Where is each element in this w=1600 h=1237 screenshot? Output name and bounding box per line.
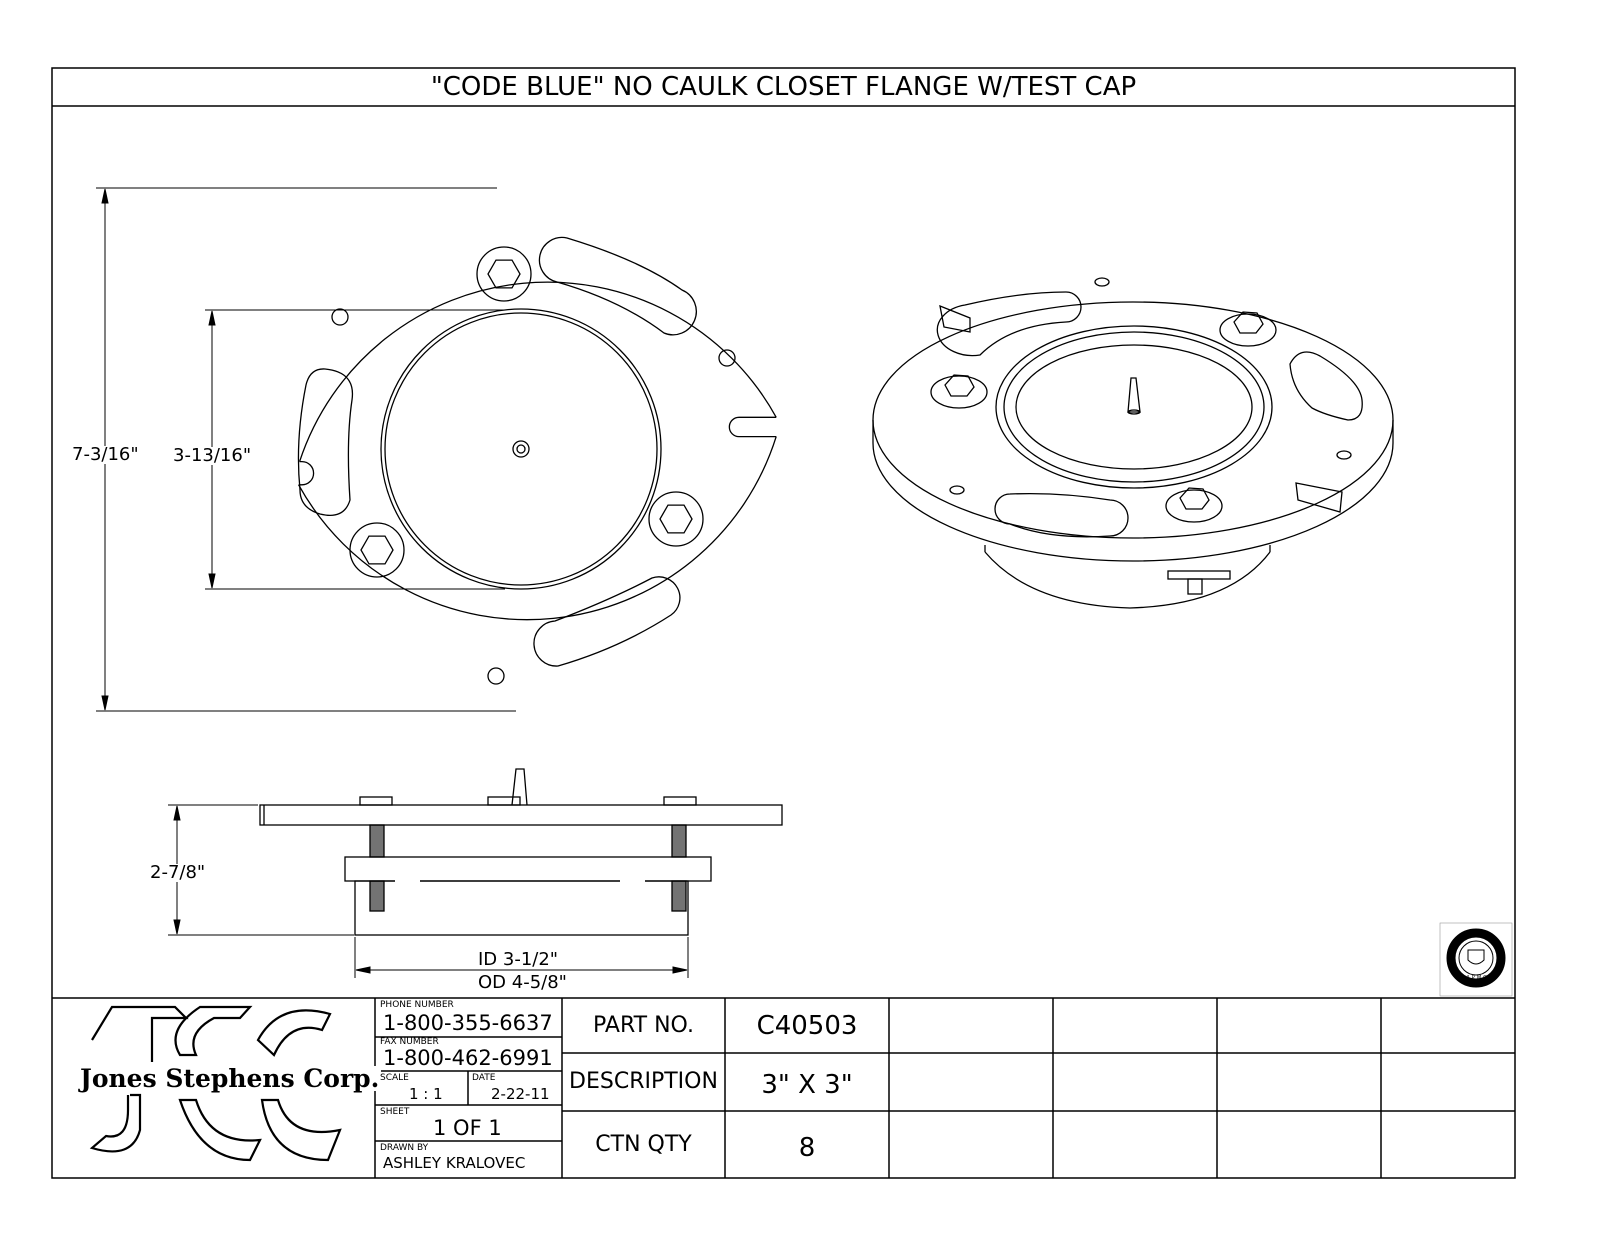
description-label: DESCRIPTION	[569, 1069, 718, 1094]
od-dimension-label: OD 4-5/8"	[478, 972, 567, 993]
company-name: Jones Stephens Corp.	[80, 1064, 380, 1093]
top-view	[298, 237, 776, 684]
fax-label: FAX NUMBER	[380, 1037, 439, 1047]
date-label: DATE	[472, 1073, 496, 1083]
part-no-label: PART NO.	[593, 1012, 694, 1038]
drawing-title: "CODE BLUE" NO CAULK CLOSET FLANGE W/TEST CAP	[430, 72, 1137, 102]
sheet-value: 1 OF 1	[433, 1116, 502, 1140]
side-height-label: 2-7/8"	[150, 862, 206, 883]
ctn-qty-label: CTN QTY	[595, 1131, 692, 1157]
sheet-label: SHEET	[380, 1107, 410, 1117]
description-value: 3" X 3"	[761, 1070, 853, 1100]
inner-diameter-label: 3-13/16"	[173, 445, 252, 466]
fax-number: 1-800-462-6991	[383, 1046, 553, 1070]
side-view	[260, 769, 782, 935]
iapmo-text: IAPMO	[1462, 975, 1490, 981]
overall-height-label: 7-3/16"	[72, 444, 139, 465]
iapmo-seal-icon	[1440, 923, 1512, 996]
dimension-lines-top	[96, 188, 516, 711]
id-dimension-label: ID 3-1/2"	[478, 949, 559, 970]
scale-label: SCALE	[380, 1073, 409, 1083]
ctn-qty-value: 8	[798, 1132, 816, 1163]
dimension-lines-side	[168, 805, 688, 978]
date-value: 2-22-11	[491, 1085, 550, 1103]
isometric-view	[873, 278, 1393, 608]
phone-label: PHONE NUMBER	[380, 1000, 454, 1010]
part-no-value: C40503	[756, 1010, 858, 1041]
drawn-by-label: DRAWN BY	[380, 1143, 429, 1153]
drawn-by-value: ASHLEY KRALOVEC	[383, 1154, 526, 1172]
scale-value: 1 : 1	[409, 1085, 443, 1103]
phone-number: 1-800-355-6637	[383, 1011, 553, 1035]
